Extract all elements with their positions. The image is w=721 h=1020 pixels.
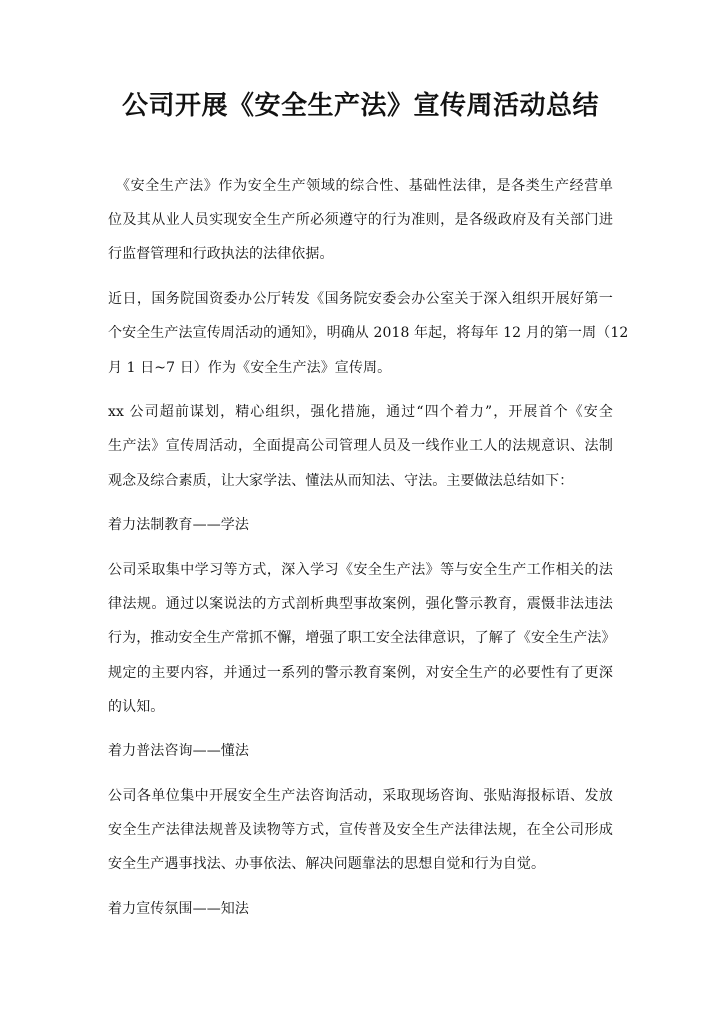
document-title: 公司开展《安全生产法》宣传周活动总结	[121, 91, 599, 121]
paragraph-line: 月 1 日~7 日）作为《安全生产法》宣传周。	[108, 360, 392, 376]
paragraph-line: 规定的主要内容，并通过一系列的警示教育案例，对安全生产的必要性有了更深	[108, 665, 613, 681]
paragraph-line: 律法规。通过以案说法的方式剖析典型事故案例，强化警示教育，震慑非法违法	[108, 596, 613, 612]
paragraph-line: 的认知。	[108, 699, 165, 715]
paragraph-line: xx 公司超前谋划，精心组织，强化措施，通过“四个着力”，开展首个《安全	[108, 404, 613, 420]
paragraph-line: 公司采取集中学习等方式，深入学习《安全生产法》等与安全生产工作相关的法	[108, 562, 613, 578]
paragraph-line: 生产法》宣传周活动，全面提高公司管理人员及一线作业工人的法规意识、法制	[108, 438, 613, 454]
paragraph-line: 观念及综合素质，让大家学法、懂法从而知法、守法。主要做法总结如下：	[108, 473, 574, 489]
paragraph-line: 行为，推动安全生产常抓不懈，增强了职工安全法律意识，了解了《安全生产法》	[108, 630, 616, 646]
section-heading: 着力普法咨询——懂法	[108, 743, 249, 759]
paragraph-line: 安全生产法律法规普及读物等方式，宣传普及安全生产法律法规，在全公司形成	[108, 822, 613, 838]
section-heading: 着力法制教育——学法	[108, 517, 249, 533]
paragraph-line: 公司各单位集中开展安全生产法咨询活动，采取现场咨询、张贴海报标语、发放	[108, 788, 613, 804]
paragraph-line: 位及其从业人员实现安全生产所必须遵守的行为准则，是各级政府及有关部门进	[108, 212, 613, 228]
paragraph-line: 行监督管理和行政执法的法律依据。	[108, 246, 334, 262]
paragraph-line: 个安全生产法宣传周活动的通知》，明确从 2018 年起，将每年 12 月的第一周（12	[108, 325, 629, 341]
section-heading: 着力宣传氛围——知法	[108, 901, 249, 917]
paragraph-line: 安全生产遇事找法、办事依法、解决问题靠法的思想自觉和行为自觉。	[108, 856, 546, 872]
paragraph-line: 近日，国务院国资委办公厅转发《国务院安委会办公室关于深入组织开展好第一	[108, 291, 613, 307]
paragraph-line: 《安全生产法》作为安全生产领域的综合性、基础性法律，是各类生产经营单	[116, 178, 613, 194]
